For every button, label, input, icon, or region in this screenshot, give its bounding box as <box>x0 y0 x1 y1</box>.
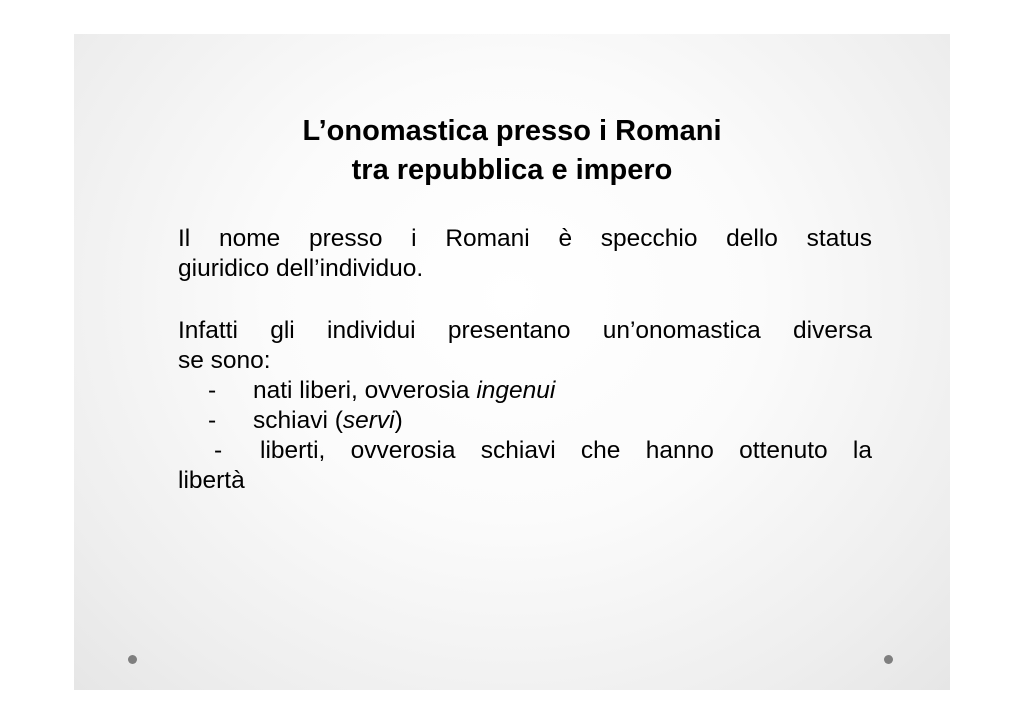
decorative-dot-left <box>128 655 137 664</box>
list-item-italic-term: servi <box>342 407 395 434</box>
title-line-2: tra repubblica e impero <box>351 154 673 186</box>
list-item-liberti <box>178 436 872 466</box>
list-item-servi <box>178 406 872 436</box>
decorative-dot-right <box>884 655 893 664</box>
slide-title <box>74 112 950 190</box>
list-item-text: liberti, ovverosia schiavi che hanno ottenuto la <box>260 437 872 464</box>
list-item-text <box>253 376 872 406</box>
bullet-dash: - <box>208 407 217 434</box>
slide <box>74 34 950 690</box>
list-item-ingenui <box>178 376 872 406</box>
paragraph-categories-line-1: Infatti gli individui presentano un’onomastica diversa <box>178 317 872 344</box>
slide-body <box>178 224 872 496</box>
paragraph-status-line-2: giuridico dell’individuo. <box>178 255 424 282</box>
list-item-text-main: nati liberi, ovverosia <box>253 377 477 404</box>
title-line-1: L’onomastica presso i Romani <box>302 115 722 147</box>
list-item-text-main: schiavi ( <box>253 407 343 434</box>
bullet-dash: - <box>208 377 217 404</box>
bullet-dash: - <box>214 437 223 464</box>
paragraph-categories-line-2: se sono: <box>178 347 271 374</box>
paragraph-status-line-1: Il nome presso i Romani è specchio dello status <box>178 225 872 252</box>
list-item-liberti-continuation: libertà <box>178 467 245 494</box>
paragraph-categories <box>178 316 872 376</box>
list-item-text <box>253 406 872 436</box>
list-item-text-after: ) <box>394 407 403 434</box>
paragraph-status <box>178 224 872 284</box>
list-item-italic-term: ingenui <box>476 377 556 404</box>
